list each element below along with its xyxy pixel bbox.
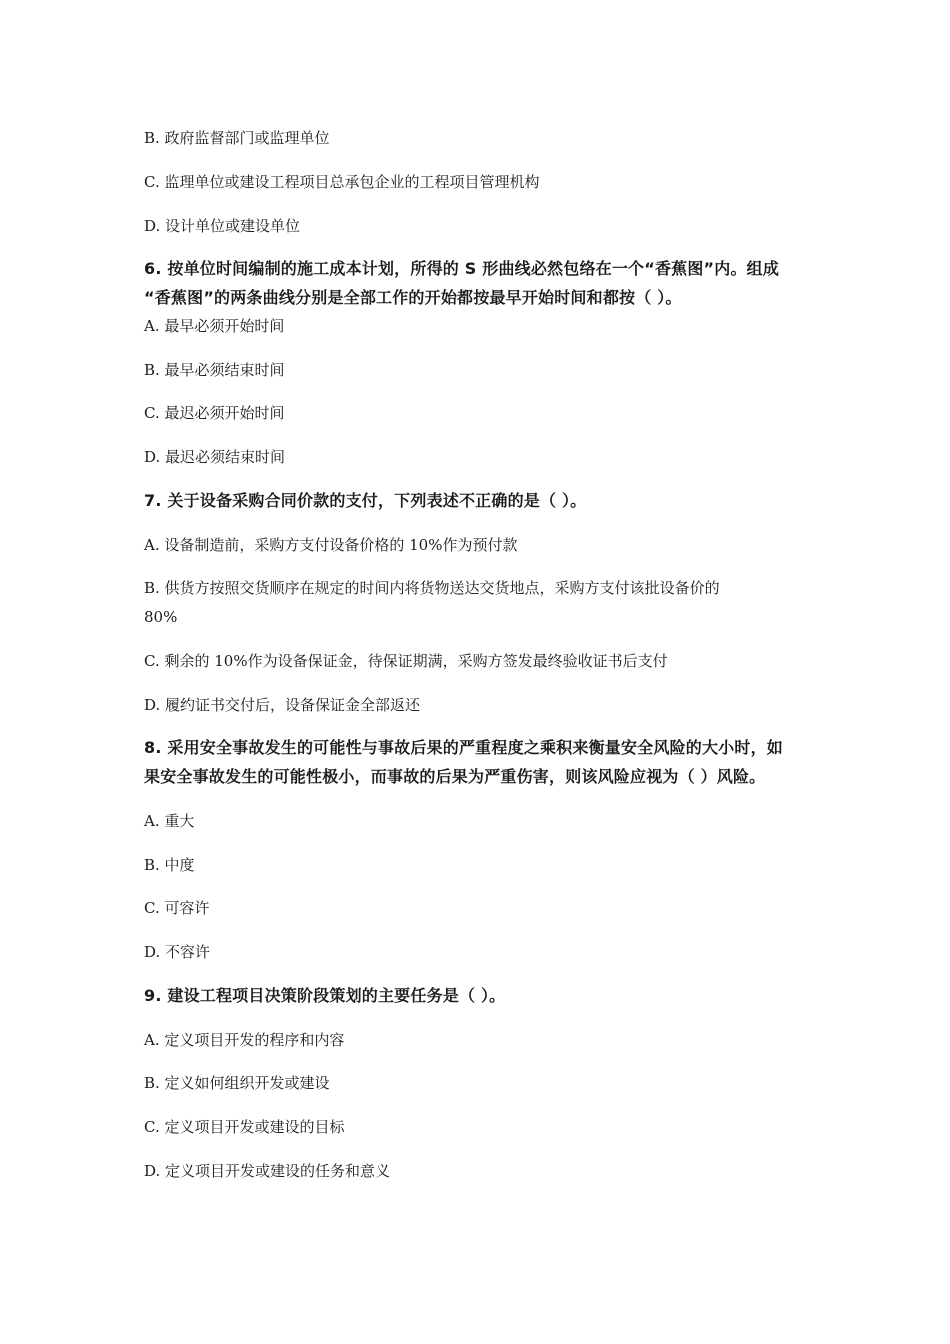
q7-option-a: A. 设备制造前，采购方支付设备价格的 10%作为预付款 xyxy=(144,536,518,554)
q6-stem-line1: 6. 按单位时间编制的施工成本计划，所得的 S 形曲线必然包络在一个“香蕉图”内。组成 xyxy=(144,259,780,278)
q8-stem-line1: 8. 采用安全事故发生的可能性与事故后果的严重程度之乘积来衡量安全风险的大小时，如 xyxy=(144,738,783,757)
q7-option-b-cont: 80% xyxy=(144,608,178,626)
q9-stem: 9. 建设工程项目决策阶段策划的主要任务是（ ）。 xyxy=(144,986,506,1005)
q9-option-c: C. 定义项目开发或建设的目标 xyxy=(144,1118,345,1136)
q5-option-d: D. 设计单位或建设单位 xyxy=(144,217,301,235)
q5-option-b: B. 政府监督部门或监理单位 xyxy=(144,129,330,147)
q6-option-d: D. 最迟必须结束时间 xyxy=(144,448,286,466)
q8-option-d: D. 不容许 xyxy=(144,943,211,961)
q6-option-b: B. 最早必须结束时间 xyxy=(144,361,285,379)
q8-stem-line2: 果安全事故发生的可能性极小，而事故的后果为严重伤害，则该风险应视为（ ）风险。 xyxy=(144,767,766,786)
q8-option-a: A. 重大 xyxy=(144,812,195,830)
q9-option-b: B. 定义如何组织开发或建设 xyxy=(144,1074,330,1092)
q7-option-c: C. 剩余的 10%作为设备保证金，待保证期满，采购方签发最终验收证书后支付 xyxy=(144,652,668,670)
q7-stem: 7. 关于设备采购合同价款的支付，下列表述不正确的是（ ）。 xyxy=(144,491,587,510)
q9-option-a: A. 定义项目开发的程序和内容 xyxy=(144,1031,345,1049)
q6-option-c: C. 最迟必须开始时间 xyxy=(144,404,285,422)
q7-option-d: D. 履约证书交付后，设备保证金全部返还 xyxy=(144,696,421,714)
q6-stem-line2: “香蕉图”的两条曲线分别是全部工作的开始都按最早开始时间和都按（ ）。 xyxy=(144,288,682,307)
q8-option-b: B. 中度 xyxy=(144,856,195,874)
q5-option-c: C. 监理单位或建设工程项目总承包企业的工程项目管理机构 xyxy=(144,173,540,191)
q8-option-c: C. 可容许 xyxy=(144,899,210,917)
q6-option-a: A. 最早必须开始时间 xyxy=(144,317,285,335)
q7-option-b: B. 供货方按照交货顺序在规定的时间内将货物送达交货地点，采购方支付该批设备价的 xyxy=(144,579,720,597)
q9-option-d: D. 定义项目开发或建设的任务和意义 xyxy=(144,1162,391,1180)
